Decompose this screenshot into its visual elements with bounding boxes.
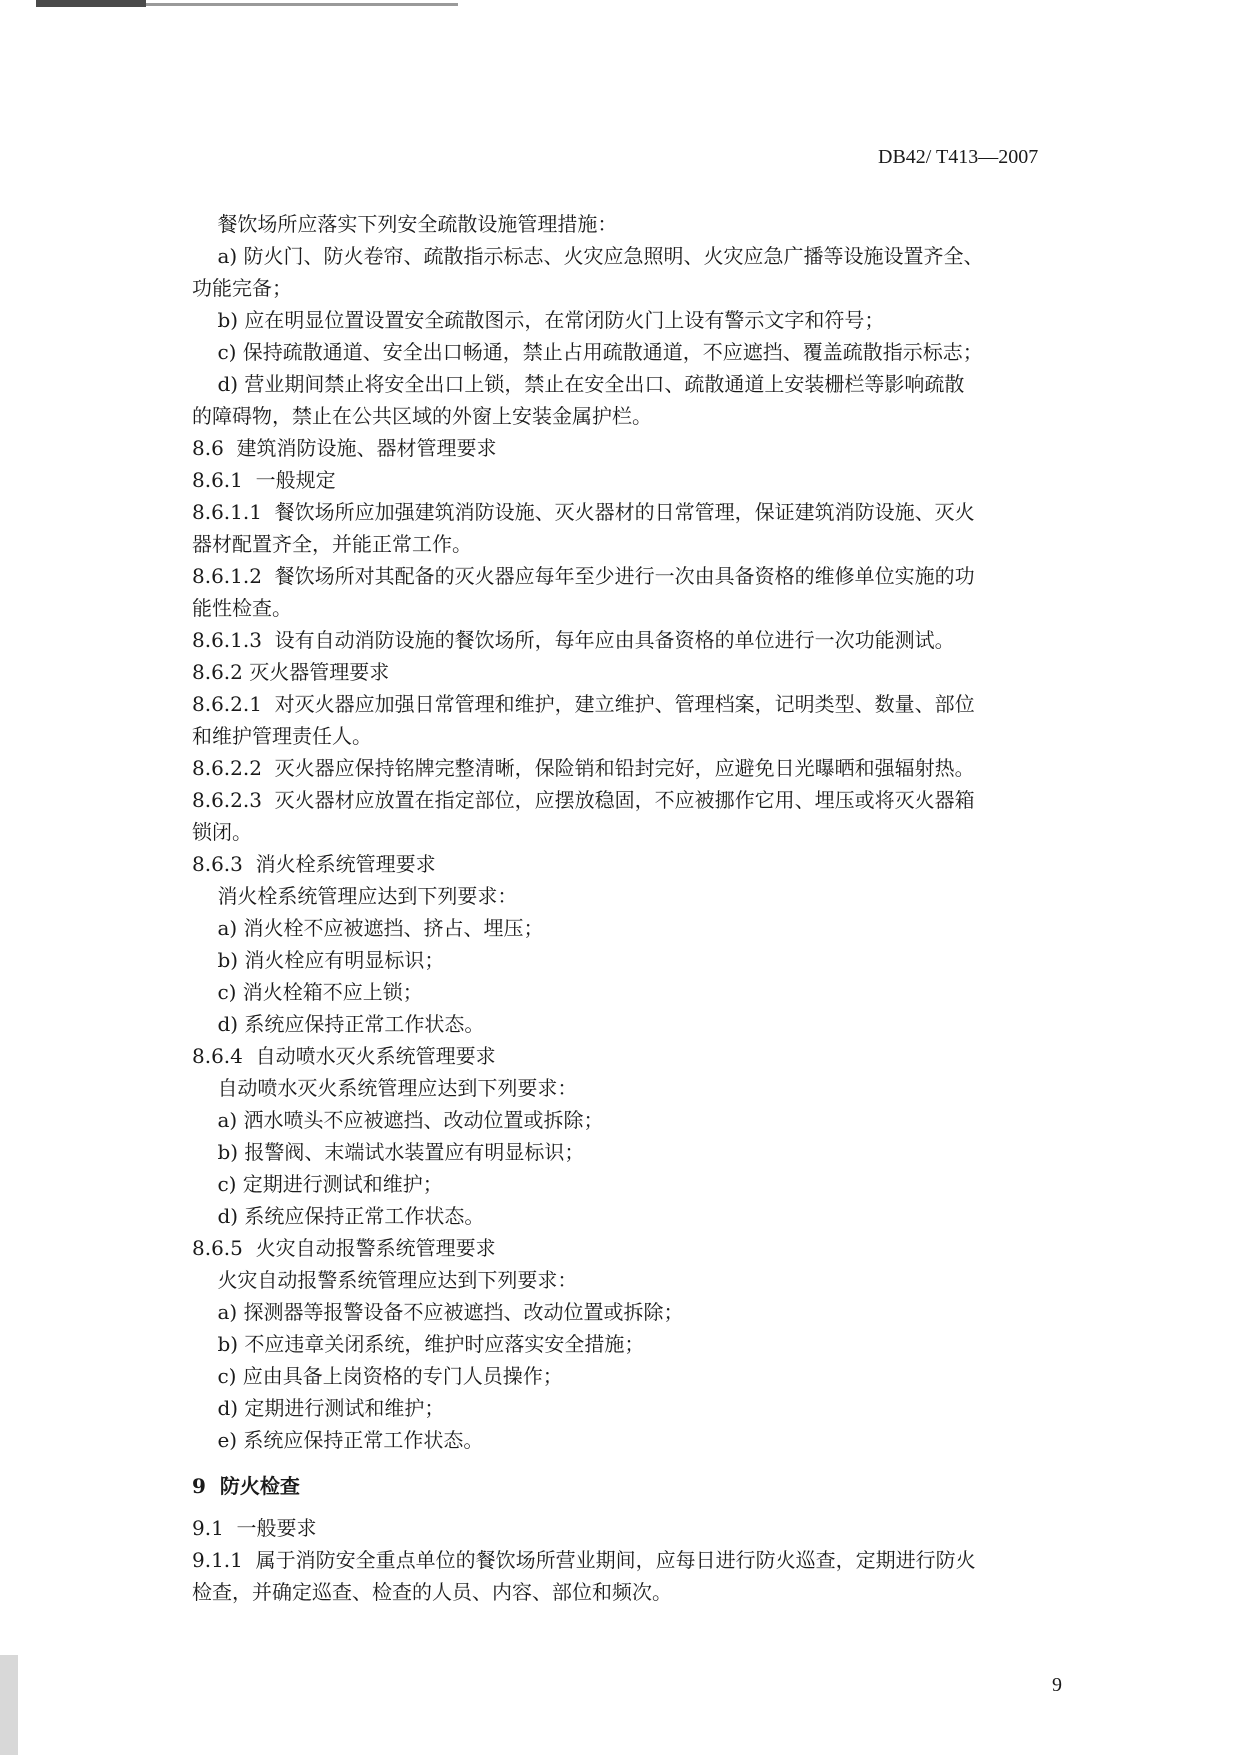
list-item: a) 消火栓不应被遮挡、挤占、埋压； [192,916,544,940]
list-item: c) 定期进行测试和维护； [192,1172,443,1196]
text-line: 餐饮场所应落实下列安全疏散设施管理措施： [192,212,618,236]
section-heading: 9.1 一般要求 [192,1516,317,1540]
text-line: 8.6.1.3 设有自动消防设施的餐饮场所，每年应由具备资格的单位进行一次功能测试。 [192,628,955,652]
scan-edge-mark [36,0,146,7]
list-item: d) 系统应保持正常工作状态。 [192,1204,485,1228]
scan-left-shadow [0,1655,18,1755]
section-heading: 8.6.4 自动喷水灭火系统管理要求 [192,1044,496,1068]
chapter-heading: 9 防火检查 [192,1474,300,1498]
text-line: 的障碍物，禁止在公共区域的外窗上安装金属护栏。 [192,404,652,428]
list-item: b) 不应违章关闭系统，维护时应落实安全措施； [192,1332,645,1356]
text-line: 火灾自动报警系统管理应达到下列要求： [192,1268,578,1292]
list-item: c) 应由具备上岗资格的专门人员操作； [192,1364,563,1388]
list-item: b) 报警阀、末端试水装置应有明显标识； [192,1140,585,1164]
list-item: b) 消火栓应有明显标识； [192,948,445,972]
text-line: 功能完备； [192,276,292,300]
text-line: 8.6.1.1 餐饮场所应加强建筑消防设施、灭火器材的日常管理，保证建筑消防设施、灭火 [192,500,975,524]
text-line: 8.6.2.3 灭火器材应放置在指定部位，应摆放稳固，不应被挪作它用、埋压或将灭火器箱 [192,788,975,812]
section-heading: 8.6.2 灭火器管理要求 [192,660,390,684]
text-line: 消火栓系统管理应达到下列要求： [192,884,518,908]
text-line: d) 营业期间禁止将安全出口上锁，禁止在安全出口、疏散通道上安装栅栏等影响疏散 [192,372,965,396]
page-number: 9 [1052,1674,1062,1696]
list-item: a) 洒水喷头不应被遮挡、改动位置或拆除； [192,1108,604,1132]
list-item: e) 系统应保持正常工作状态。 [192,1428,484,1452]
text-line: 自动喷水灭火系统管理应达到下列要求： [192,1076,578,1100]
text-line: 锁闭。 [192,820,252,844]
text-line: b) 应在明显位置设置安全疏散图示，在常闭防火门上设有警示文字和符号； [192,308,885,332]
document-code: DB42/ T413—2007 [878,146,1039,168]
text-line: 器材配置齐全，并能正常工作。 [192,532,472,556]
scan-edge-mark-light [146,3,458,6]
text-line: 8.6.1.2 餐饮场所对其配备的灭火器应每年至少进行一次由具备资格的维修单位实施的功 [192,564,975,588]
page-body [192,208,1060,1608]
text-line: 8.6.2.1 对灭火器应加强日常管理和维护，建立维护、管理档案，记明类型、数量、部位 [192,692,975,716]
text-line: 9.1.1 属于消防安全重点单位的餐饮场所营业期间，应每日进行防火巡查，定期进行防火 [192,1548,976,1572]
section-heading: 8.6.1 一般规定 [192,468,336,492]
list-item: d) 系统应保持正常工作状态。 [192,1012,485,1036]
text-line: 能性检查。 [192,596,292,620]
section-heading: 8.6 建筑消防设施、器材管理要求 [192,436,497,460]
section-heading: 8.6.3 消火栓系统管理要求 [192,852,436,876]
text-line: c) 保持疏散通道、安全出口畅通，禁止占用疏散通道，不应遮挡、覆盖疏散指示标志； [192,340,983,364]
section-heading: 8.6.5 火灾自动报警系统管理要求 [192,1236,496,1260]
text-line: a) 防火门、防火卷帘、疏散指示标志、火灾应急照明、火灾应急广播等设施设置齐全、 [192,244,984,268]
list-item: a) 探测器等报警设备不应被遮挡、改动位置或拆除； [192,1300,684,1324]
list-item: c) 消火栓箱不应上锁； [192,980,423,1004]
text-line: 和维护管理责任人。 [192,724,372,748]
list-item: d) 定期进行测试和维护； [192,1396,445,1420]
text-line: 检查，并确定巡查、检查的人员、内容、部位和频次。 [192,1580,672,1604]
text-line: 8.6.2.2 灭火器应保持铭牌完整清晰，保险销和铅封完好，应避免日光曝晒和强辐射热。 [192,756,975,780]
